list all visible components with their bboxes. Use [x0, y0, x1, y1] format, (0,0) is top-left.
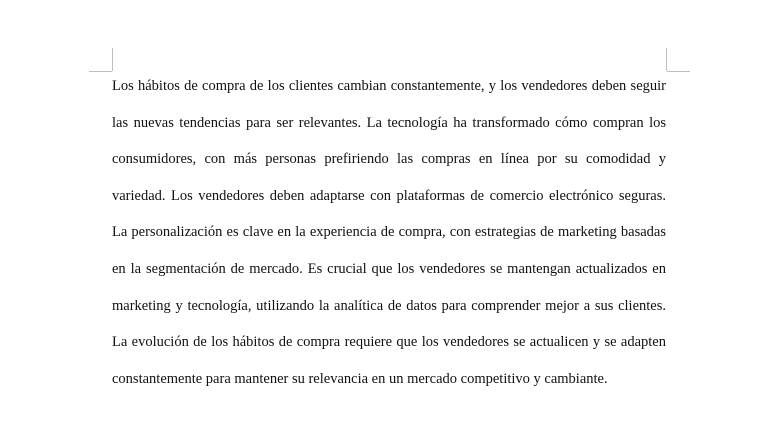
margin-mark-top-right-horizontal: [667, 71, 690, 72]
body-paragraph[interactable]: Los hábitos de compra de los clientes cambian constantemente, y los vendedores deben seguir las nuevas tendencias para ser relevantes. La tecnología ha transformado cómo compran los consumidores, con más personas prefiriendo las compras en línea por su comodidad y variedad. Los vendedores deben adaptarse con plataformas de comercio electrónico seguras. La personalización es clave en la experiencia de compra, con estrategias de marketing basadas en la segmentación de mercado. Es crucial que los vendedores se mantengan actualizados en marketing y tecnología, utilizando la analítica de datos para comprender mejor a sus clientes. La evolución de los hábitos de compra requiere que los vendedores se actualicen y se adapten constantemente para mantener su relevancia en un mercado competitivo y cambiante.: [112, 78, 666, 387]
margin-mark-top-right-vertical: [666, 48, 667, 71]
margin-mark-top-left-horizontal: [89, 71, 112, 72]
